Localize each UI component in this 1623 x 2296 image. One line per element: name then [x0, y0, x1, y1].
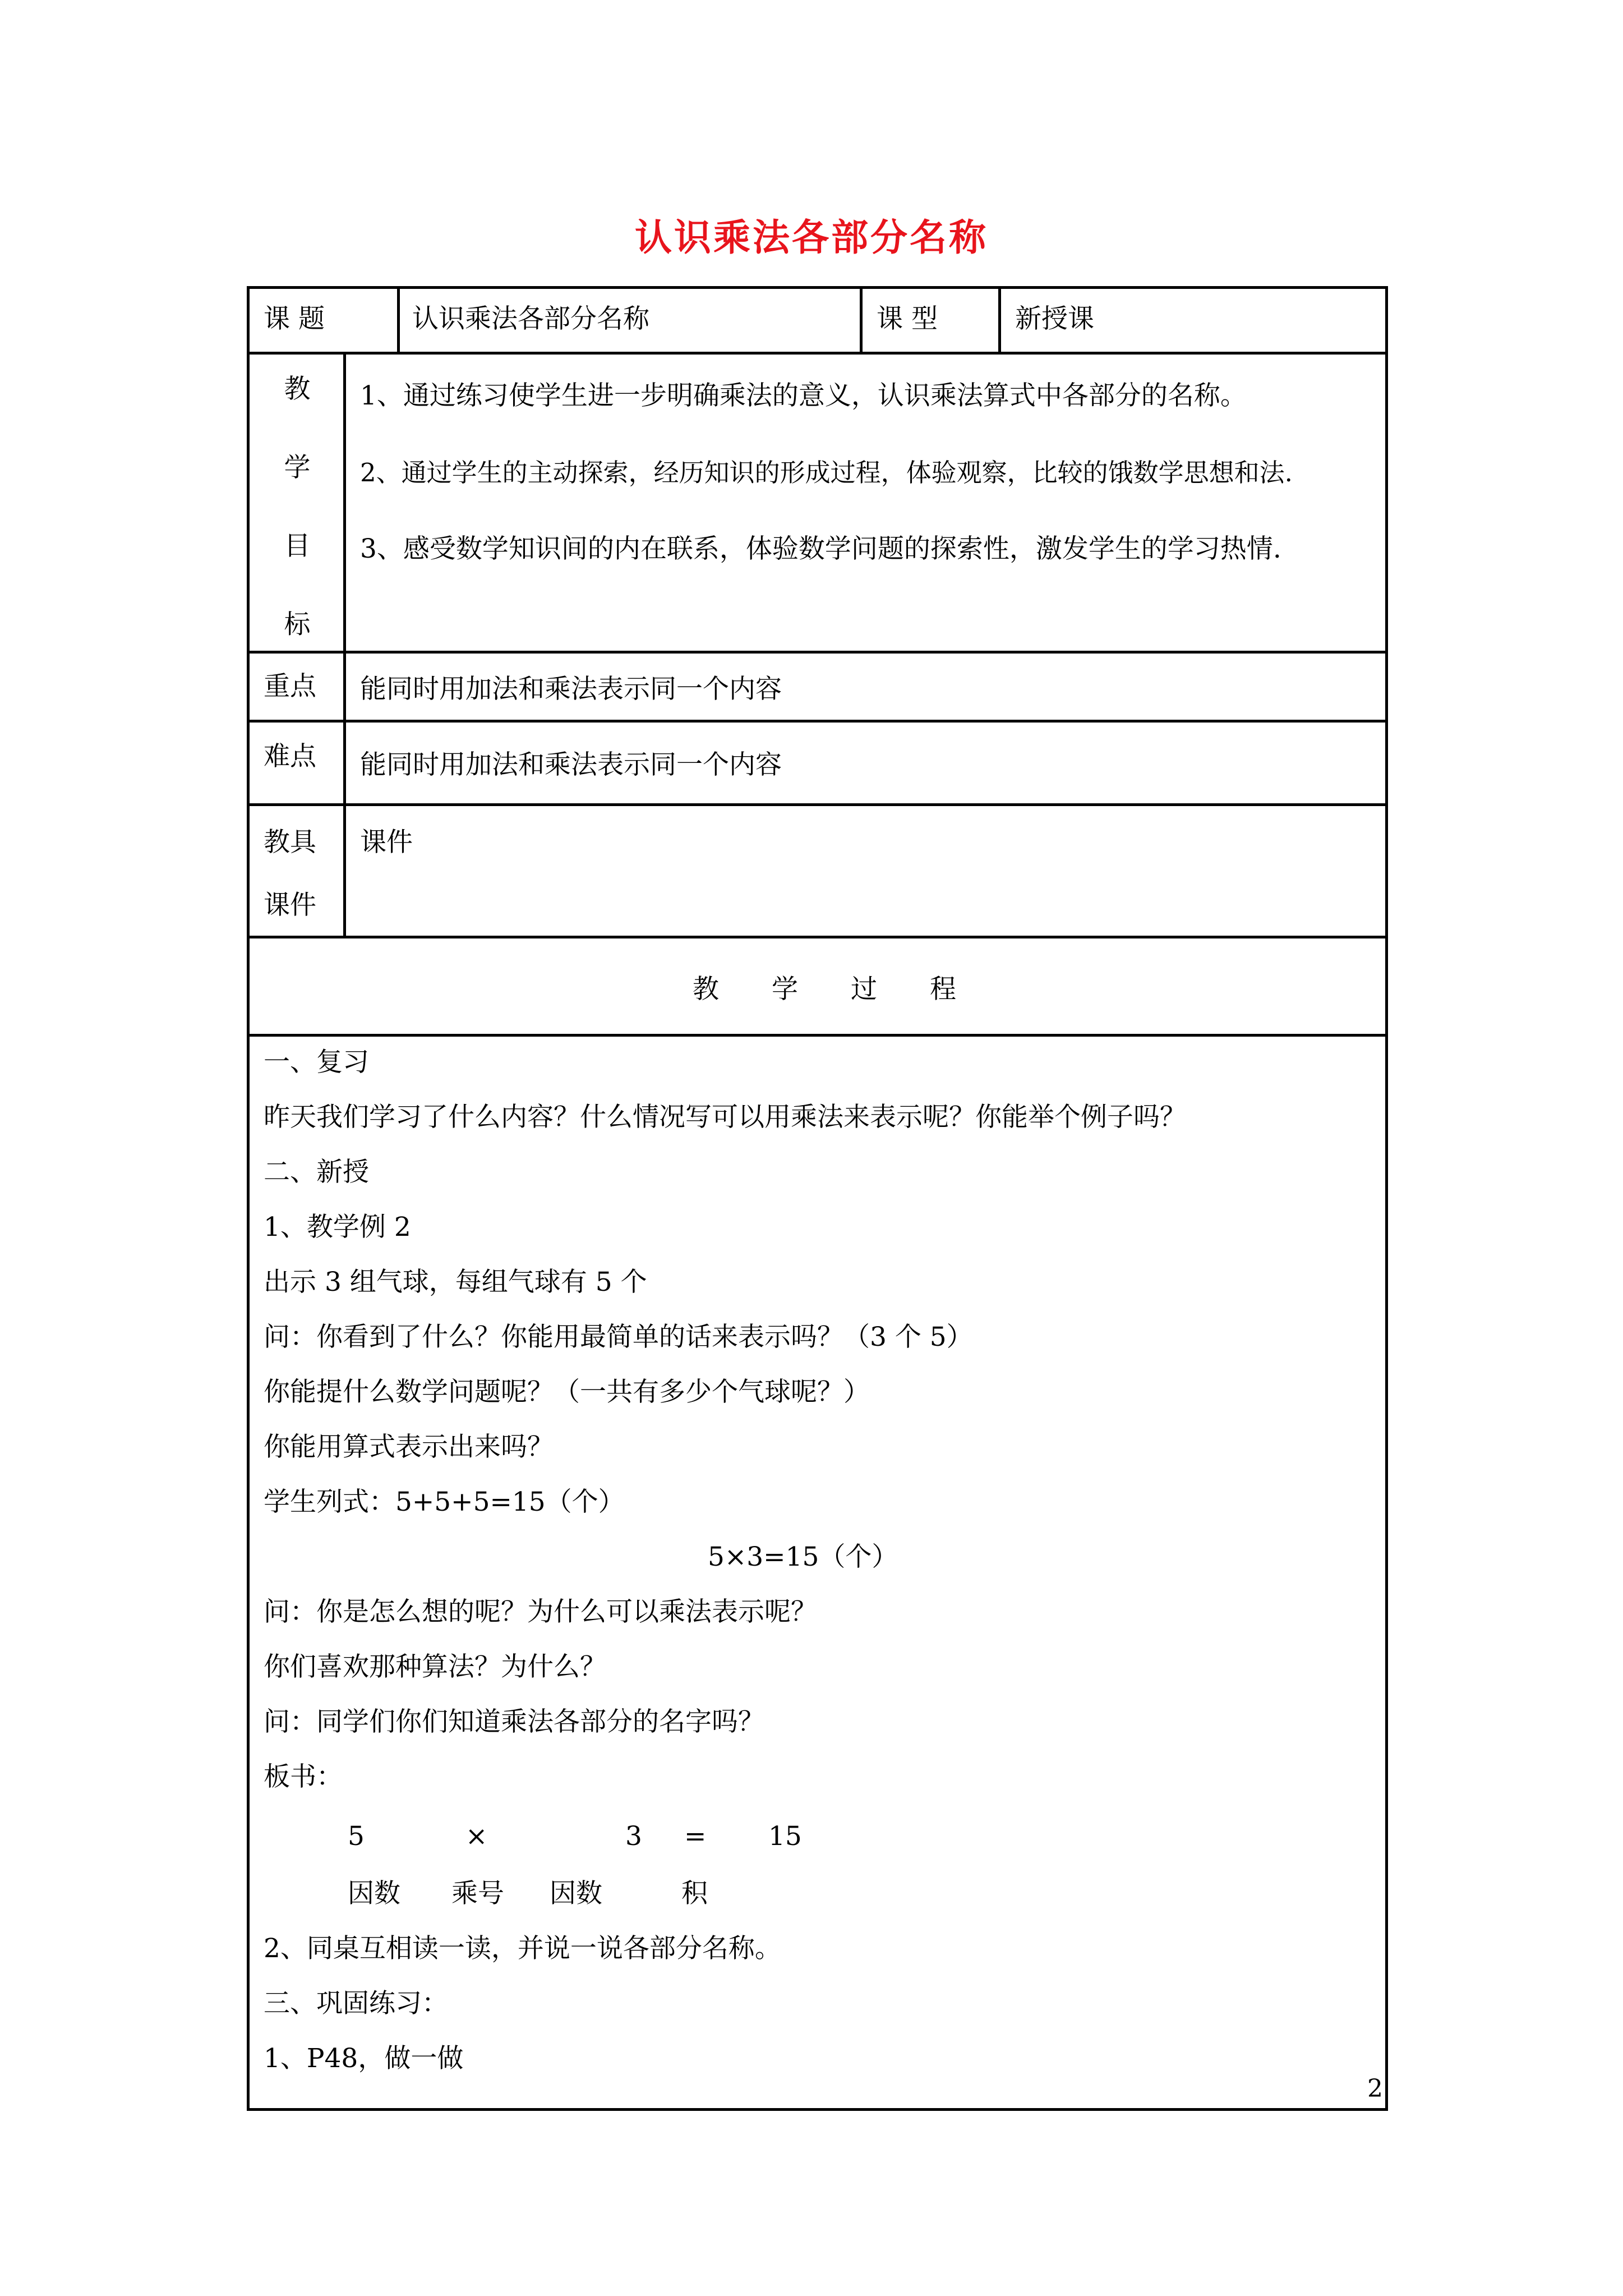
process-centered-equation: 5×3=15（个） — [708, 1542, 898, 1572]
row-divider-materials — [247, 936, 1388, 938]
board-factor2-name: 因数 — [550, 1878, 602, 1909]
board-product: 15 — [768, 1821, 802, 1852]
objectives-label — [280, 376, 314, 690]
board-times: × — [465, 1821, 488, 1852]
objective-item: 3、感受数学知识间的内在联系，体验数学问题的探索性，激发学生的学习热情. — [360, 533, 1281, 564]
process-line: 问：同学们你们知道乘法各部分的名字吗？ — [264, 1706, 764, 1737]
process-line: 一、复习 — [264, 1047, 369, 1078]
type-value: 新授课 — [1015, 303, 1094, 334]
objective-item: 1、通过练习使学生进一步明确乘法的意义，认识乘法算式中各部分的名称。 — [360, 380, 1247, 411]
label-col-divider — [343, 352, 346, 937]
board-factor1: 5 — [348, 1821, 365, 1852]
objectives-label-char: 目 — [284, 531, 311, 562]
process-header: 教 学 过 程 — [693, 974, 956, 1005]
type-label: 课 型 — [877, 303, 938, 334]
row-divider-difficulty — [247, 803, 1388, 806]
process-line: 2、同桌互相读一读，并说一说各部分名称。 — [264, 1933, 781, 1964]
process-line: 学生列式：5+5+5=15（个） — [264, 1487, 625, 1517]
subject-value: 认识乘法各部分名称 — [412, 303, 649, 334]
table-border-right — [1385, 286, 1388, 2111]
process-line: 三、巩固练习： — [264, 1988, 448, 2019]
objectives-label-char: 学 — [284, 452, 311, 483]
process-line: 1、P48，做一做 — [264, 2043, 464, 2074]
process-line: 板书： — [264, 1761, 343, 1792]
process-line: 你们喜欢那种算法？为什么？ — [264, 1651, 606, 1682]
board-factor1-name: 因数 — [348, 1878, 400, 1909]
table-border-left — [247, 286, 250, 2111]
process-line: 昨天我们学习了什么内容？什么情况写可以用乘法来表示呢？你能举个例子吗？ — [264, 1102, 1186, 1133]
table-border-top — [247, 286, 1388, 289]
process-line: 1、教学例 2 — [264, 1212, 411, 1243]
difficulty-label: 难点 — [264, 741, 316, 772]
objectives-label-char: 标 — [284, 609, 311, 640]
subject-label: 课 题 — [264, 303, 325, 334]
page-title: 认识乘法各部分名称 — [635, 216, 988, 259]
row-divider-objectives — [247, 651, 1388, 654]
objective-item: 2、通过学生的主动探索，经历知识的形成过程，体验观察，比较的饿数学思想和法. — [360, 458, 1293, 487]
process-line: 你能用算式表示出来吗？ — [264, 1432, 554, 1462]
board-times-name: 乘号 — [451, 1878, 504, 1909]
process-line: 问：你是怎么想的呢？为什么可以乘法表示呢？ — [264, 1596, 817, 1627]
table-border-bottom — [247, 2108, 1388, 2111]
board-product-name: 积 — [681, 1878, 708, 1909]
row-divider-header — [247, 352, 1388, 355]
page-number: 2 — [1367, 2074, 1383, 2103]
row-divider-process-header — [247, 1034, 1388, 1037]
materials-label-line1: 教具 — [264, 827, 316, 858]
row-divider-keypoint — [247, 720, 1388, 723]
materials-label-line2: 课件 — [264, 890, 316, 921]
header-col-divider-2 — [860, 286, 863, 353]
materials-value: 课件 — [360, 827, 413, 858]
process-line: 问：你看到了什么？你能用最简单的话来表示吗？（3 个 5） — [264, 1322, 973, 1352]
process-line: 出示 3 组气球，每组气球有 5 个 — [264, 1267, 647, 1297]
objectives-label-char: 教 — [284, 374, 311, 404]
process-line: 二、新授 — [264, 1157, 369, 1188]
board-equals: = — [684, 1821, 707, 1852]
process-line: 你能提什么数学问题呢？（一共有多少个气球呢？） — [264, 1377, 870, 1407]
key-point-value: 能同时用加法和乘法表示同一个内容 — [360, 674, 782, 705]
difficulty-value: 能同时用加法和乘法表示同一个内容 — [360, 749, 782, 780]
key-point-label: 重点 — [264, 671, 316, 702]
header-col-divider-3 — [998, 286, 1001, 353]
board-factor2: 3 — [625, 1821, 642, 1852]
header-col-divider-1 — [397, 286, 400, 353]
